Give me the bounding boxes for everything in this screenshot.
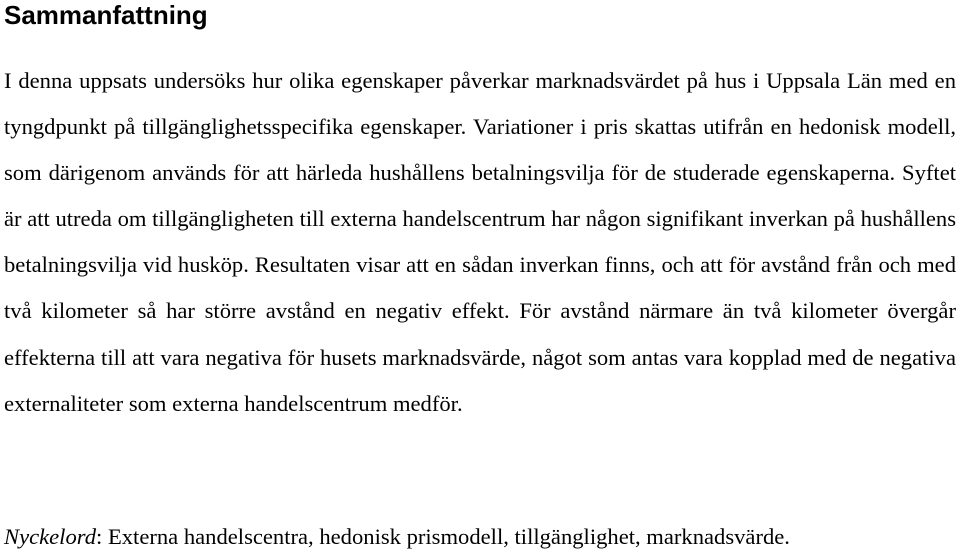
keywords-label: Nyckelord — [4, 524, 97, 549]
section-heading: Sammanfattning — [4, 0, 208, 30]
document-page — [4, 0, 956, 549]
abstract-paragraph: I denna uppsats undersöks hur olika egenskaper påverkar marknadsvärdet på hus i Uppsala Län med en tyngdpunkt på tillgänglighetsspecifika egenskaper. Variationer i pris skattas utifrån en hedonisk modell, som därigenom används för att härleda hushållens betalningsvilja för de studerade egenskaperna. Syftet är att utreda om tillgängligheten till externa handelscentrum har någon signifikant inverkan på hushållens betalningsvilja vid husköp. Resultaten visar att en sådan inverkan finns, och att för avstånd från och med två kilometer så har större avstånd en negativ effekt. För avstånd närmare än två kilometer övergår effekterna till att vara negativa för husets marknadsvärde, något som antas vara kopplad med de negativa externaliteter som externa handelscentrum medför. — [4, 68, 956, 416]
keywords-text: Externa handelscentra, hedonisk prismodell, tillgänglighet, marknadsvärde. — [107, 524, 790, 549]
keywords-separator: : — [96, 524, 108, 549]
keywords-line — [4, 522, 956, 552]
